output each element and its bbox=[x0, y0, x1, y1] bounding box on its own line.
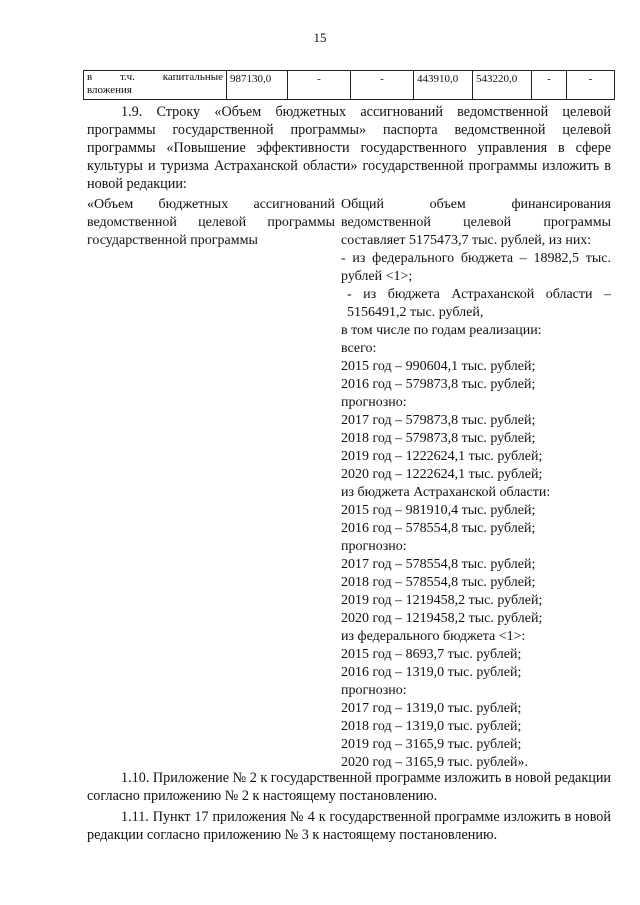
row-label-part: т.ч. bbox=[119, 71, 135, 83]
table-cell: 443910,0 bbox=[414, 71, 473, 100]
year-line: 2019 год – 1219458,2 тыс. рублей; bbox=[341, 593, 543, 608]
year-line: 2017 год – 1319,0 тыс. рублей; bbox=[341, 701, 522, 716]
budget-table bbox=[83, 70, 615, 100]
passport-row-label: «Объем бюджетных ассигнований ведомственной целевой программы государственной программы bbox=[87, 197, 335, 248]
year-line: 2017 год – 578554,8 тыс. рублей; bbox=[341, 557, 536, 572]
year-line: 2020 год – 1219458,2 тыс. рублей; bbox=[341, 611, 543, 626]
year-line: 2017 год – 579873,8 тыс. рублей; bbox=[341, 413, 536, 428]
year-line: 2015 год – 990604,1 тыс. рублей; bbox=[341, 359, 536, 374]
total-label: всего: bbox=[341, 341, 377, 356]
regional-budget-text: - из бюджета Астраханской области – 5156491,2 тыс. рублей, bbox=[347, 287, 611, 320]
table-row bbox=[84, 71, 615, 100]
year-line: 2020 год – 1222624,1 тыс. рублей; bbox=[341, 467, 543, 482]
page-number: 15 bbox=[313, 30, 327, 45]
total-financing-text: Общий объем финансирования ведомственной целевой программы составляет 5175473,7 тыс. рублей, из них: bbox=[341, 197, 611, 248]
table-cell: 987130,0 bbox=[227, 71, 288, 100]
forecast-label: прогнозно: bbox=[341, 395, 407, 410]
forecast-label: прогнозно: bbox=[341, 539, 407, 554]
row-label bbox=[84, 71, 227, 100]
paragraph-1-9: 1.9. Строку «Объем бюджетных ассигнований ведомственной целевой программы государственной программы» паспорта ведомственной целевой программы «Повышение эффективности государственного управления в сфере культуры и туризма Астраханской области» государственной программы изложить в новой редакции: bbox=[87, 104, 611, 192]
table-cell: - bbox=[288, 71, 351, 100]
year-line: 2015 год – 981910,4 тыс. рублей; bbox=[341, 503, 536, 518]
federal-label: из федерального бюджета <1>: bbox=[341, 629, 526, 644]
regional-label: из бюджета Астраханской области: bbox=[341, 485, 551, 500]
year-line: 2018 год – 579873,8 тыс. рублей; bbox=[341, 431, 536, 446]
table-cell: - bbox=[567, 71, 615, 100]
year-line: 2016 год – 578554,8 тыс. рублей; bbox=[341, 521, 536, 536]
table-cell: - bbox=[532, 71, 567, 100]
federal-budget-text: - из федерального бюджета – 18982,5 тыс. рублей <1>; bbox=[341, 251, 611, 284]
year-line: 2016 год – 1319,0 тыс. рублей; bbox=[341, 665, 522, 680]
row-label-part: в bbox=[87, 71, 93, 83]
row-label-part: капитальные bbox=[162, 71, 223, 83]
by-years-label: в том числе по годам реализации: bbox=[341, 323, 542, 338]
paragraph-1-11: 1.11. Пункт 17 приложения № 4 к государственной программе изложить в новой редакции согласно приложению № 3 к настоящему постановлению. bbox=[87, 809, 611, 843]
year-line: 2020 год – 3165,9 тыс. рублей». bbox=[341, 755, 528, 770]
year-line: 2015 год – 8693,7 тыс. рублей; bbox=[341, 647, 522, 662]
year-line: 2018 год – 578554,8 тыс. рублей; bbox=[341, 575, 536, 590]
row-label-line2: вложения bbox=[87, 84, 132, 96]
forecast-label: прогнозно: bbox=[341, 683, 407, 698]
table-cell: - bbox=[351, 71, 414, 100]
year-line: 2018 год – 1319,0 тыс. рублей; bbox=[341, 719, 522, 734]
paragraph-1-10: 1.10. Приложение № 2 к государственной программе изложить в новой редакции согласно приложению № 2 к настоящему постановлению. bbox=[87, 770, 612, 804]
year-line: 2019 год – 3165,9 тыс. рублей; bbox=[341, 737, 522, 752]
passport-row-value bbox=[341, 196, 611, 772]
year-line: 2016 год – 579873,8 тыс. рублей; bbox=[341, 377, 536, 392]
year-line: 2019 год – 1222624,1 тыс. рублей; bbox=[341, 449, 543, 464]
table-cell: 543220,0 bbox=[473, 71, 532, 100]
